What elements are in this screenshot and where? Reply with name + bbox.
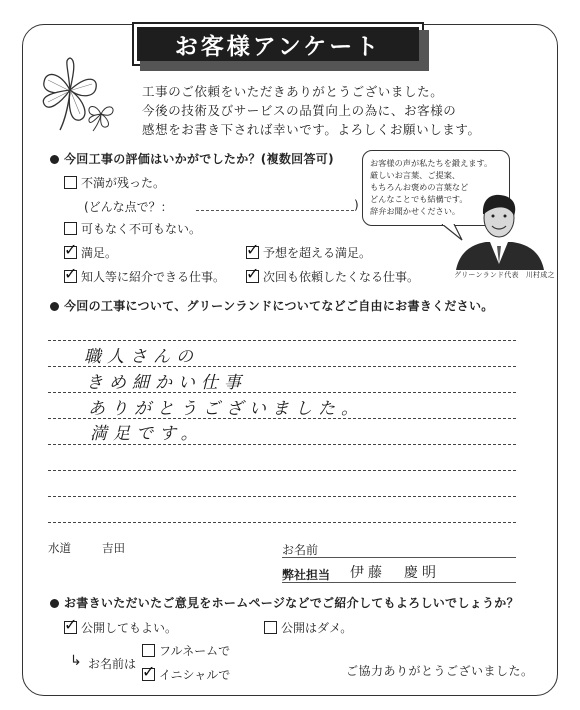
option-reorder[interactable] [246,264,420,285]
bubble-line: もちろんお褒めの言葉など [370,182,469,192]
handwritten-comment-line: 職人さんの [84,347,199,367]
small-clover-icon [84,98,118,132]
question-3-label: お書きいただいたご意見をホームページなどでご紹介してもよろしいでしょうか？ [64,596,519,610]
check-mark-icon: ✓ [246,240,260,259]
page-title: お客様アンケート [137,27,419,61]
check-mark-icon: ✓ [64,240,78,259]
representative-caption: グリーンランド代表 川村成之 [454,271,555,279]
checkbox-exceeded[interactable] [246,240,260,259]
checkbox-fullname[interactable] [142,644,155,657]
staff-name: 伊藤 慶明 [350,565,440,581]
option-recommend-label: 知人等に紹介できる仕事。 [81,270,226,284]
comment-line [48,522,516,523]
option-reorder-label: 次回も依頼したくなる仕事。 [263,270,420,284]
representative-photo [452,190,546,270]
option-dissatisfied[interactable] [64,174,165,191]
option-recommend[interactable] [64,264,226,285]
staff-label: 弊社担当 [282,568,331,582]
option-reason [84,198,173,215]
checkbox-dissatisfied[interactable] [64,176,77,189]
option-neutral-label: 可もなく不可もない。 [81,222,202,236]
question-1 [50,150,334,167]
option-reason-label: (どんな点で？： [84,200,173,214]
staff-input-line[interactable] [282,582,516,583]
name-label: お名前 [282,543,319,557]
checkbox-publish-no[interactable] [264,621,277,634]
arrow-icon: ↳ [70,653,82,669]
intro-line: 感想をお書き下されば幸いです。よろしくお願いします。 [142,122,481,137]
checkbox-neutral[interactable] [64,222,77,235]
name-format-label: お名前は [88,657,137,671]
option-exceeded-label: 予想を超える満足。 [263,246,372,260]
check-mark-icon: ✓ [64,264,78,283]
check-mark-icon: ✓ [246,264,260,283]
option-initial[interactable] [142,662,231,683]
intro-line: 今後の技術及びサービスの品質向上の為に、お客様の [142,103,457,118]
option-dissatisfied-label: 不満が残った。 [81,176,166,190]
bubble-line: 厳しいお言葉、ご提案、 [370,170,461,180]
bubble-line: お客様の声が私たちを鍛えます。 [370,158,493,168]
bullet-icon [50,302,59,311]
name-input-line[interactable] [282,557,516,558]
reason-input-line[interactable] [196,210,354,211]
title-banner [132,22,424,66]
option-publish-no-label: 公開はダメ。 [281,621,353,635]
comment-line [48,496,516,497]
craftsman-name: 吉田 [102,541,125,555]
handwritten-comment-line: ありがとうございました。 [88,399,364,419]
checkbox-publish-ok[interactable] [64,615,78,634]
question-2-label: 今回の工事について、グリーンランドについてなどご自由にお書きください。 [64,299,494,313]
handwritten-comment-line: 満足です。 [90,424,204,444]
bullet-icon [50,599,59,608]
trade-category: 水道 [48,541,71,555]
comment-line [48,444,516,445]
option-satisfied[interactable] [64,240,118,261]
intro-line: 工事のご依頼をいただきありがとうございました。 [142,84,444,99]
option-fullname-label: フルネームで [159,644,231,658]
option-publish-ok-label: 公開してもよい。 [81,621,178,635]
thanks-message: ご協力ありがとうございました。 [346,664,534,678]
checkbox-satisfied[interactable] [64,240,78,259]
check-mark-icon: ✓ [64,615,78,634]
question-1-label: 今回工事の評価はいかがでしたか？(複数回答可) [64,152,334,166]
question-2 [50,297,494,314]
handwritten-comment-line: きめ細かい仕事 [86,373,247,393]
option-fullname[interactable] [142,642,230,659]
bubble-line: 辞弁お聞かせください。 [370,206,461,216]
comment-line [48,340,516,341]
option-publish-no[interactable] [264,619,352,636]
check-mark-icon: ✓ [142,662,156,681]
question-3 [50,594,519,611]
bullet-icon [50,155,59,164]
survey-page: お客様アンケート 工事のご依頼をいただきありがとうございました。 今後の技術及びサービスの品質向上の為に、お客様の 感想をお書き下されば幸いです。よろしくお願いします。 今回工事の評価はいかがでしたか？(複数回答可) 不満が残った。 (どんな点で？： ) 可もなく不可もない。 ✓ 満足。 ✓ 予想を超える満足。 ✓ 知人等に紹介できる仕事。 ✓ 次回も依頼したくなる仕事。 お客様の声が私たちを鍛えます。 厳しいお言葉、ご提案、 もちろんお褒めの言葉など どんなことでも結構です。 辞弁お聞かせください。 グリーンランド代表 川村成之 今回の工事について、グリーンランドについてなどご自由にお書きください。 職人さんの きめ細かい仕事 ありがとうございました。 満足です。 水道 吉田 お名前 弊社担当 伊藤 慶明 お書きいただいたご意見をホームページなどでご紹介してもよろしいでしょうか？ ✓ 公開してもよい。 公開はダメ。 ↳ お名前は フルネームで ✓ イニシャルで ご協力ありがとうございました。 [0,0,580,710]
checkbox-reorder[interactable] [246,264,260,283]
checkbox-initial[interactable] [142,662,156,681]
option-satisfied-label: 満足。 [81,246,118,260]
comment-line [48,470,516,471]
option-publish-ok[interactable] [64,615,178,636]
option-initial-label: イニシャルで [159,668,231,682]
intro-text [142,82,481,139]
option-exceeded[interactable] [246,240,372,261]
bubble-line: どんなことでも結構です。 [370,194,468,204]
option-neutral[interactable] [64,220,201,237]
checkbox-recommend[interactable] [64,264,78,283]
